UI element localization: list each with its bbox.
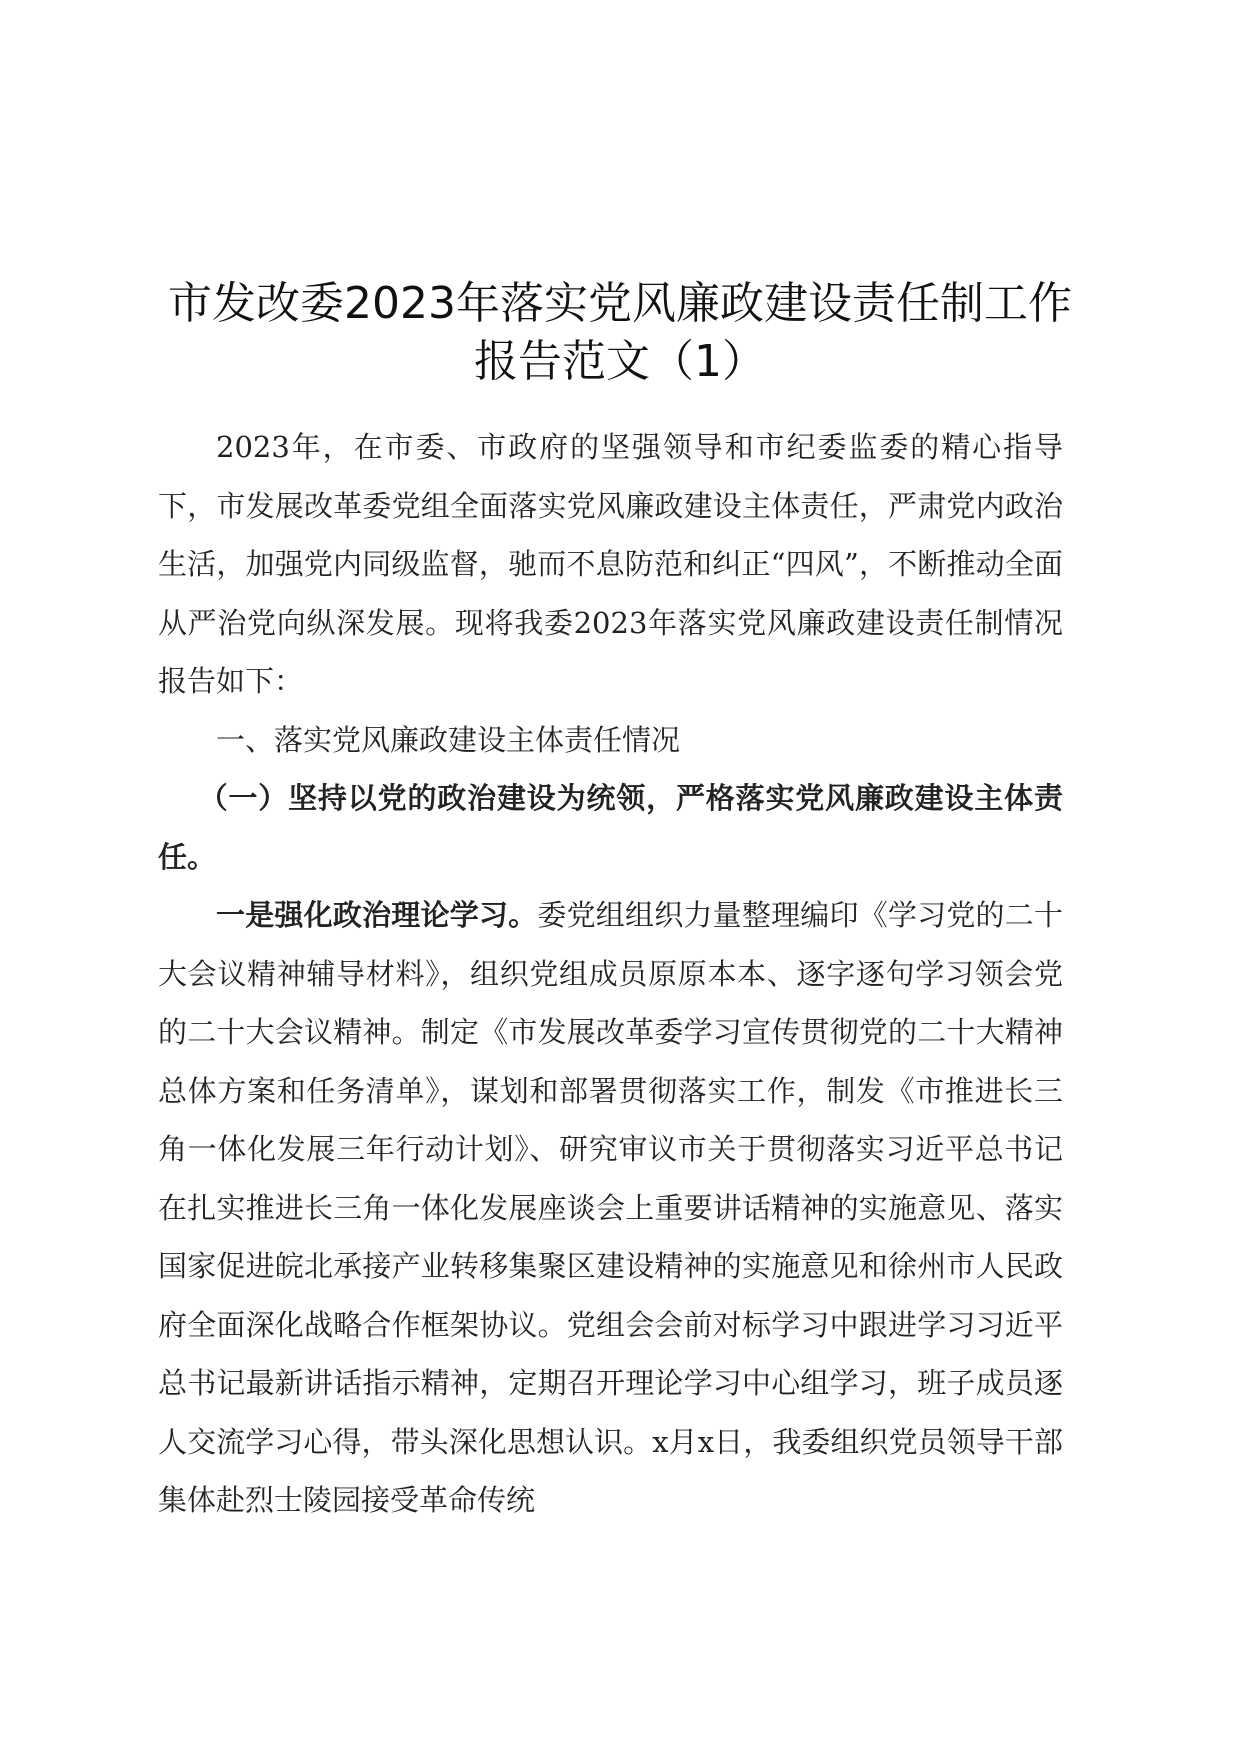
document-body — [158, 418, 1063, 1530]
subsection-heading: （一）坚持以党的政治建设为统领，严格落实党风廉政建设主体责任。 — [158, 781, 1063, 874]
intro-paragraph: 2023年，在市委、市政府的坚强领导和市纪委监委的精心指导下，市发展改革委党组全面落实党风廉政建设主体责任，严肃党内政治生活，加强党内同级监督，驰而不息防范和纠正“四风”，不断推动全面从严治党向纵深发展。现将我委2023年落实党风廉政建设责任制情况报告如下： — [158, 430, 1063, 698]
document-title: 市发改委2023年落实党风廉政建设责任制工作报告范文（1） — [168, 278, 1072, 387]
paragraph-lead: 一是强化政治理论学习。 — [216, 898, 538, 932]
paragraph-text: 委党组组织力量整理编印《学习党的二十大会议精神辅导材料》，组织党组成员原原本本、逐字逐句学习领会党的二十大会议精神。制定《市发展改革委学习宣传贯彻党的二十大精神总体方案和任务清单》，谋划和部署贯彻落实工作，制发《市推进长三角一体化发展三年行动计划》、研究审议市关于贯彻落实习近平总书记在扎实推进长三角一体化发展座谈会上重要讲话精神的实施意见、落实国家促进皖北承接产业转移集聚区建设精神的实施意见和徐州市人民政府全面深化战略合作框架协议。党组会会前对标学习中跟进学习习近平总书记最新讲话指示精神，定期召开理论学习中心组学习，班子成员逐人交流学习心得，带头深化思想认识。x月x日，我委组织党员领导干部集体赴烈士陵园接受革命传统 — [158, 898, 1063, 1517]
section-heading: 一、落实党风廉政建设主体责任情况 — [216, 722, 681, 757]
body-paragraph — [158, 886, 1063, 1530]
